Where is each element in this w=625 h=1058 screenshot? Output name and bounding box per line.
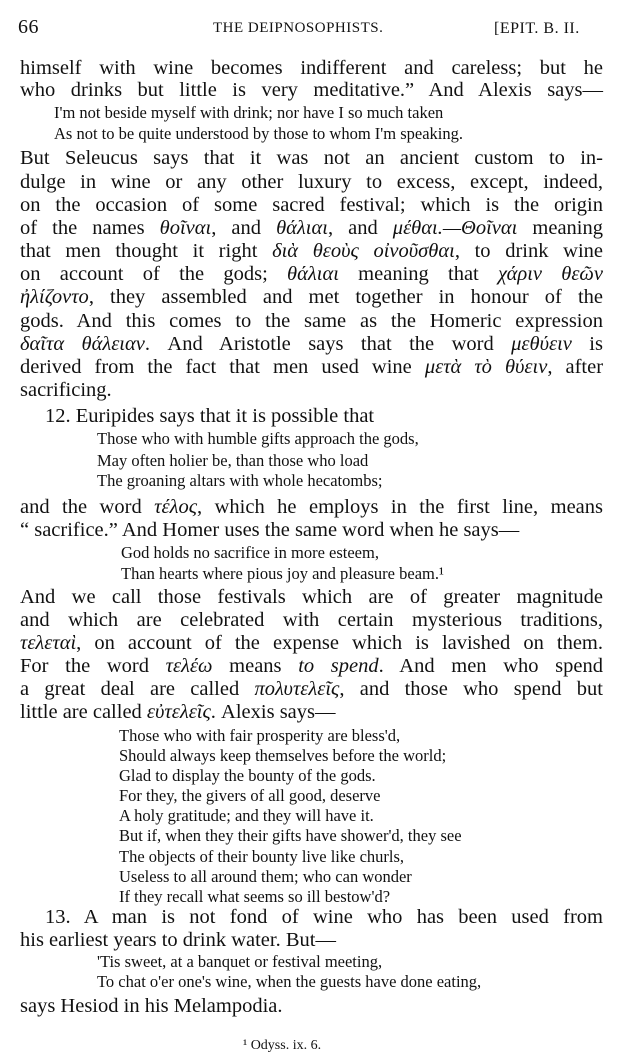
verse-line xyxy=(119,766,376,786)
verse-line xyxy=(119,806,374,826)
greek-term: μέθαι.—Θοῖναι xyxy=(392,217,518,239)
text-segment: God holds no sacrifice in more esteem, xyxy=(121,543,379,562)
text-line xyxy=(20,495,603,519)
greek-term: θάλιαι xyxy=(276,217,328,239)
text-line xyxy=(20,56,603,80)
text-segment: The objects of their bounty live like churls, xyxy=(119,847,405,866)
text-line xyxy=(20,309,603,333)
text-segment: his earliest years to drink water. But— xyxy=(20,929,336,951)
text-segment: who drinks but little is very meditative.” And Alexis says— xyxy=(20,79,603,101)
text-segment: The groaning altars with whole hecatombs; xyxy=(97,471,383,490)
greek-term: χάριν θεῶν xyxy=(498,263,603,285)
text-line xyxy=(20,378,603,402)
text-segment: Than hearts where pious joy and pleasure beam.¹ xyxy=(121,564,444,583)
text-line xyxy=(20,585,603,609)
greek-term: μετὰ τὸ θύειν xyxy=(424,356,548,378)
text-line xyxy=(20,332,603,356)
greek-term: ἠλίζοντο xyxy=(20,286,89,308)
text-segment: dulge in wine or any other luxury to excess, except, indeed, xyxy=(20,171,603,193)
verse-line xyxy=(97,429,419,449)
verse-line xyxy=(119,746,446,766)
text-segment: that men thought it right xyxy=(20,240,273,262)
text-segment: 12. Euripides says that it is possible that xyxy=(45,405,375,427)
text-line xyxy=(20,78,603,102)
text-segment: Should always keep themselves before the world; xyxy=(119,746,447,765)
text-segment: is xyxy=(571,333,603,355)
greek-term: θάλιαι xyxy=(287,263,339,285)
verse-line xyxy=(97,451,368,471)
text-segment: But Seleucus says that it was not an ancient custom to in- xyxy=(20,147,603,169)
verse-line xyxy=(119,726,400,746)
text-segment: on the occasion of some sacred festival; which is the origin xyxy=(20,194,603,216)
text-segment: , and xyxy=(211,217,277,239)
text-segment: But if, when they their gifts have shower'd, they see xyxy=(119,826,462,845)
text-line xyxy=(20,994,603,1018)
text-line xyxy=(20,928,603,952)
text-segment: , they assembled and met together in honour of the xyxy=(88,286,603,308)
greek-term: πολυτελεῖς xyxy=(254,678,340,700)
text-segment: of the names xyxy=(20,217,160,239)
page-number: 66 xyxy=(18,16,39,38)
text-segment: . And men who spend xyxy=(378,655,604,677)
text-segment: , which he employs in the first line, means xyxy=(197,496,603,518)
text-line xyxy=(20,518,603,542)
text-segment: “ sacrifice.” And Homer uses the same word when he says— xyxy=(20,519,520,541)
text-segment: means xyxy=(212,655,299,677)
text-segment: 13. A man is not fond of wine who has been used from xyxy=(45,906,603,928)
text-segment: , to drink wine xyxy=(454,240,603,262)
text-line xyxy=(20,355,603,379)
text-segment: gods. And this comes to the same as the Homeric expression xyxy=(20,310,603,332)
text-segment: says Hesiod in his Melampodia. xyxy=(20,995,283,1017)
text-line xyxy=(20,285,603,309)
greek-term: εὐτελεῖς xyxy=(146,701,211,723)
verse-line xyxy=(54,103,443,123)
text-segment: himself with wine becomes indifferent and careless; but he xyxy=(20,57,603,79)
text-segment: little are called xyxy=(20,701,147,723)
text-segment: For they, the givers of all good, deserve xyxy=(119,786,381,805)
verse-line xyxy=(119,826,462,846)
text-segment: May often holier be, than those who load xyxy=(97,451,369,470)
greek-term: δαῖτα θάλειαν xyxy=(20,333,145,355)
text-line xyxy=(20,654,603,678)
text-segment: sacrificing. xyxy=(20,379,112,401)
text-segment: derived from the fact that men used wine xyxy=(20,356,425,378)
text-line xyxy=(45,404,603,428)
running-title: THE DEIPNOSOPHISTS. xyxy=(213,20,384,36)
greek-term: μεθύειν xyxy=(511,333,572,355)
text-line xyxy=(20,700,603,724)
text-line xyxy=(20,677,603,701)
text-segment: To chat o'er one's wine, when the guests have done eating, xyxy=(97,972,482,991)
text-segment: Those who with humble gifts approach the gods, xyxy=(97,429,419,448)
section-label: [EPIT. B. II. xyxy=(494,20,580,37)
text-segment: meaning xyxy=(517,217,604,239)
text-line xyxy=(20,170,603,194)
text-segment: As not to be quite understood by those to whom I'm speaking. xyxy=(54,124,464,143)
text-segment: , and those who spend but xyxy=(339,678,603,700)
text-line xyxy=(20,262,603,286)
text-segment: I'm not beside myself with drink; nor have I so much taken xyxy=(54,103,444,122)
verse-line xyxy=(121,564,444,584)
text-segment: Useless to all around them; who can wonder xyxy=(119,867,412,886)
verse-line xyxy=(54,124,463,144)
text-line xyxy=(45,905,603,929)
text-segment: . Alexis says— xyxy=(210,701,336,723)
verse-line xyxy=(119,887,390,907)
verse-line xyxy=(119,847,404,867)
verse-line xyxy=(119,867,412,887)
verse-line xyxy=(97,972,481,992)
verse-line xyxy=(121,543,379,563)
greek-term: θοῖναι xyxy=(159,217,212,239)
text-line xyxy=(20,193,603,217)
text-segment: For the word xyxy=(20,655,166,677)
text-segment: a great deal are called xyxy=(20,678,255,700)
verse-line xyxy=(119,786,381,806)
text-line xyxy=(20,216,603,240)
text-segment: , and xyxy=(327,217,393,239)
greek-term: διὰ θεοὺς οἰνοῦσθαι xyxy=(272,240,455,262)
footnote: ¹ Odyss. ix. 6. xyxy=(243,1038,322,1053)
text-segment: , on account of the expense which is lavished on them. xyxy=(76,632,603,654)
text-segment: . And Aristotle says that the word xyxy=(144,333,512,355)
text-segment: , after xyxy=(547,356,604,378)
text-segment: Glad to display the bounty of the gods. xyxy=(119,766,376,785)
text-segment: 'Tis sweet, at a banquet or festival meeting, xyxy=(97,952,383,971)
text-segment: and the word xyxy=(20,496,155,518)
text-segment: If they recall what seems so ill bestow'd? xyxy=(119,887,391,906)
text-segment: on account of the gods; xyxy=(20,263,288,285)
verse-line xyxy=(97,471,382,491)
text-segment: A holy gratitude; and they will have it. xyxy=(119,806,374,825)
text-line xyxy=(20,631,603,655)
greek-term: τελεταὶ xyxy=(20,632,77,654)
greek-term: τέλος xyxy=(154,496,198,518)
text-segment: meaning that xyxy=(338,263,499,285)
text-segment: and which are celebrated with certain mysterious traditions, xyxy=(20,609,603,631)
text-segment: And we call those festivals which are of greater magnitude xyxy=(20,586,603,608)
greek-term: τελέω xyxy=(165,655,213,677)
text-segment: Those who with fair prosperity are bless'd, xyxy=(119,726,401,745)
verse-line xyxy=(97,952,382,972)
greek-term: to spend xyxy=(298,655,379,677)
text-line xyxy=(20,146,603,170)
text-line xyxy=(20,608,603,632)
text-line xyxy=(20,239,603,263)
